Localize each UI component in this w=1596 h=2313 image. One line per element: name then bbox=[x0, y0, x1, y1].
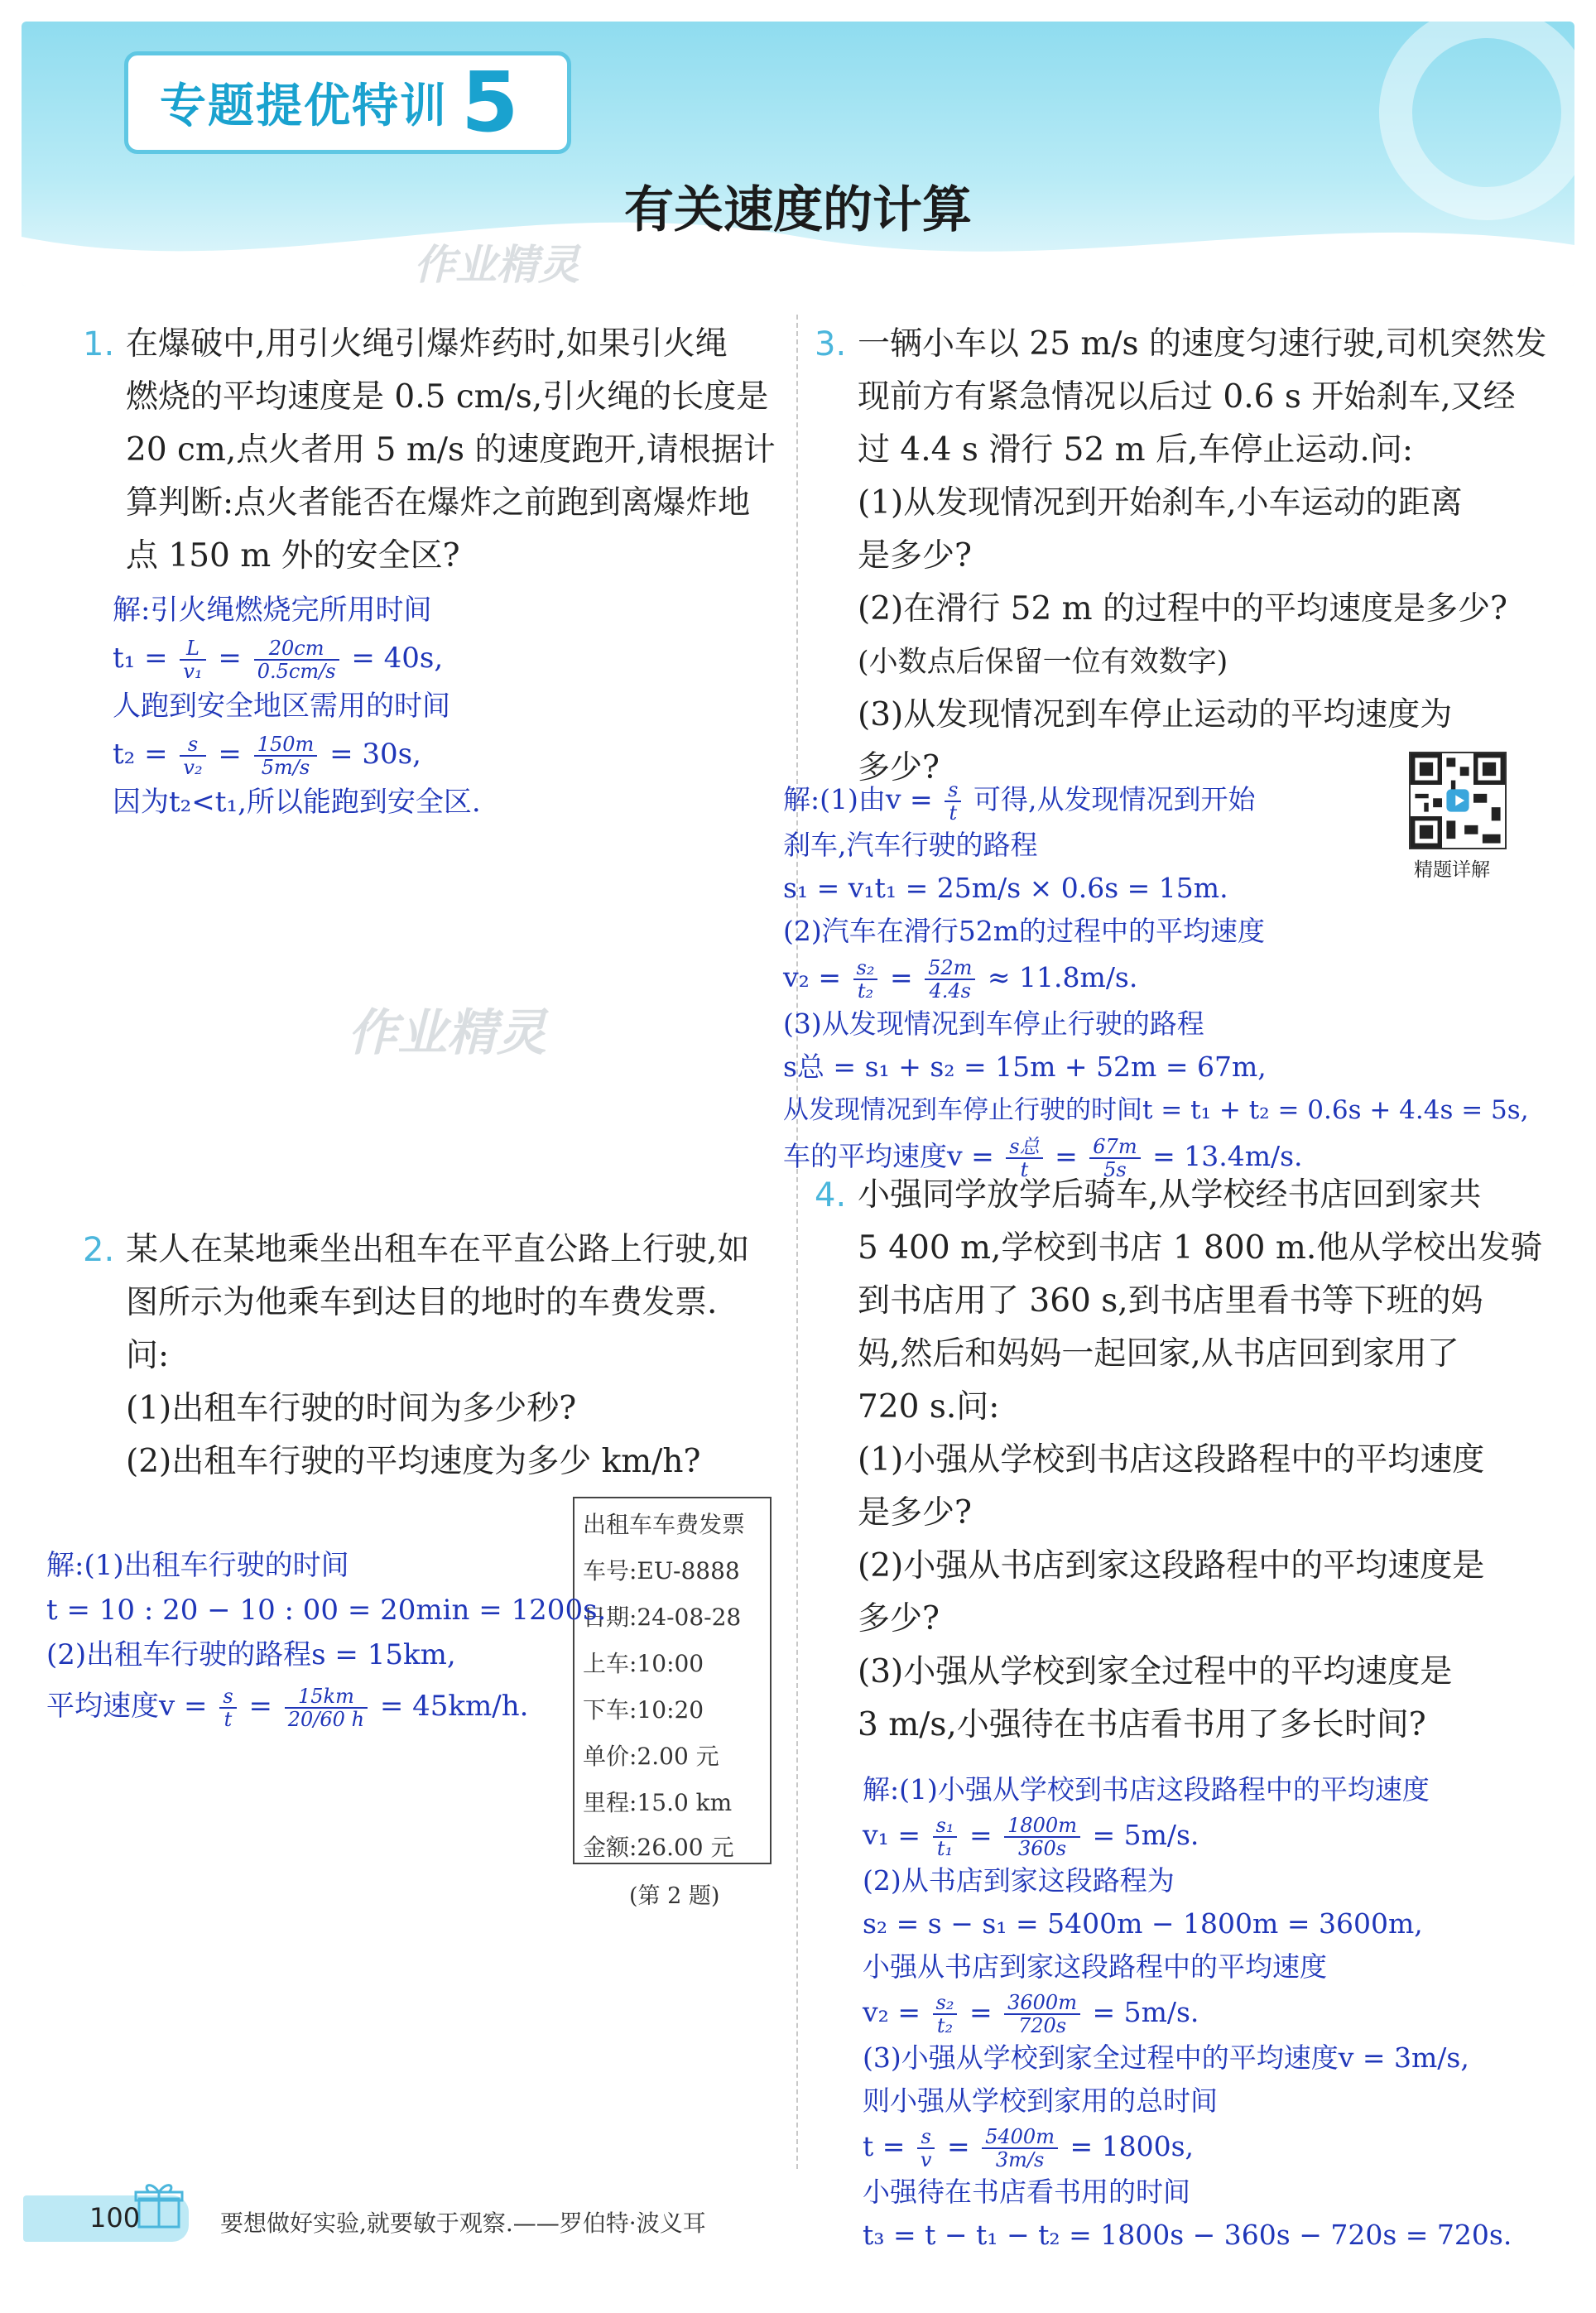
formula-text: t₂ = bbox=[113, 738, 168, 771]
question-line: (3)小强从学校到家全过程中的平均速度是 bbox=[858, 1653, 1453, 1690]
question-number: 1. bbox=[83, 325, 115, 363]
formula-text: = bbox=[889, 961, 913, 993]
receipt-amount: 金额:26.00 元 bbox=[583, 1834, 734, 1861]
denominator: t bbox=[949, 801, 958, 825]
denominator: 3m/s bbox=[995, 2148, 1045, 2171]
topic-badge bbox=[124, 51, 571, 154]
qr-label: 精题详解 bbox=[1414, 859, 1490, 881]
answer-line: s₂ = s − s₁ = 5400m − 1800m = 3600m, bbox=[863, 1907, 1423, 1940]
question-line: 问: bbox=[126, 1337, 170, 1374]
question-line: 算判断:点火者能否在爆炸之前跑到离爆炸地 bbox=[126, 484, 751, 522]
answer-line: (2)汽车在滑行52m的过程中的平均速度 bbox=[783, 915, 1266, 947]
question-line: 图所示为他乘车到达目的地时的车费发票. bbox=[126, 1284, 718, 1321]
formula-text: = bbox=[969, 1996, 993, 2028]
question-line: 720 s.问: bbox=[858, 1388, 1000, 1426]
answer-line: 刹车,汽车行驶的路程 bbox=[783, 829, 1038, 861]
receipt-alight-time: 下车:10:20 bbox=[583, 1696, 704, 1724]
formula-text: = 1800s, bbox=[1070, 2130, 1195, 2162]
answer-formula bbox=[46, 1677, 606, 1735]
question-line: 某人在某地乘坐出租车在平直公路上行驶,如 bbox=[126, 1231, 750, 1268]
formula-text: = bbox=[1055, 1140, 1078, 1172]
numerator: 150m bbox=[254, 733, 318, 757]
fraction bbox=[933, 1992, 958, 2036]
formula-text: = 45km/h. bbox=[379, 1690, 529, 1723]
badge-number: 5 bbox=[461, 54, 519, 151]
numerator: L bbox=[180, 637, 205, 661]
denominator: v bbox=[920, 2148, 932, 2171]
question-line: (2)在滑行 52 m 的过程中的平均速度是多少? bbox=[858, 590, 1507, 628]
numerator: 67m bbox=[1089, 1136, 1140, 1159]
question-line: 多少? bbox=[858, 1600, 940, 1637]
formula-text: 可得,从发现情况到开始 bbox=[973, 783, 1256, 815]
answer-line: (3)从发现情况到车停止行驶的路程 bbox=[783, 1007, 1204, 1040]
denominator: v₁ bbox=[183, 660, 203, 683]
denominator: 20/60 h bbox=[287, 1708, 365, 1731]
denominator: 360s bbox=[1017, 1837, 1067, 1860]
footer-quote: 要想做好实验,就要敏于观察.——罗伯特·波义耳 bbox=[220, 2210, 706, 2237]
numerator: 3600m bbox=[1004, 1992, 1080, 2015]
answer-2 bbox=[46, 1543, 606, 1735]
question-line: 一辆小车以 25 m/s 的速度匀速行驶,司机突然发 bbox=[858, 325, 1547, 363]
answer-line: (3)小强从学校到家全过程中的平均速度v = 3m/s, bbox=[863, 2041, 1469, 2074]
answer-line: 解:(1)出租车行驶的时间 bbox=[46, 1549, 349, 1582]
watermark-top: 作业精灵 bbox=[414, 241, 579, 289]
answer-line: 小强从书店到家这段路程中的平均速度 bbox=[863, 1950, 1327, 1983]
formula-text: = 30s, bbox=[329, 738, 421, 771]
question-line: 点 150 m 外的安全区? bbox=[126, 537, 460, 575]
answer-line: s₁ = v₁t₁ = 25m/s × 0.6s = 15m. bbox=[783, 872, 1228, 904]
answer-line: 因为t₂<t₁,所以能跑到安全区. bbox=[113, 786, 481, 819]
formula-text: = bbox=[969, 1819, 993, 1851]
question-line: 在爆破中,用引火绳引爆炸药时,如果引火绳 bbox=[126, 325, 728, 363]
receipt-board-time: 上车:10:00 bbox=[583, 1650, 704, 1677]
question-line: 妈,然后和妈妈一起回家,从书店回到家用了 bbox=[858, 1335, 1459, 1373]
formula-text: 解:(1)由v = bbox=[783, 783, 933, 815]
numerator: s总 bbox=[1006, 1136, 1042, 1159]
question-line: (1)出租车行驶的时间为多少秒? bbox=[126, 1390, 577, 1427]
question-line: 过 4.4 s 滑行 52 m 后,车停止运动.问: bbox=[858, 431, 1413, 469]
question-line: (1)从发现情况到开始刹车,小车运动的距离 bbox=[858, 484, 1463, 522]
question-line: 到书店用了 360 s,到书店里看书等下班的妈 bbox=[858, 1282, 1483, 1320]
question-number: 2. bbox=[83, 1231, 115, 1269]
denominator: 720s bbox=[1017, 2014, 1067, 2037]
formula-text: 平均速度v = bbox=[46, 1690, 208, 1723]
fraction bbox=[925, 957, 975, 1002]
fraction bbox=[285, 1685, 368, 1730]
denominator: t₂ bbox=[936, 2014, 954, 2037]
answer-line: 人跑到安全地区需用的时间 bbox=[113, 690, 450, 723]
question-line: 多少? bbox=[858, 749, 940, 786]
fraction bbox=[933, 1815, 958, 1859]
question-line: 小强同学放学后骑车,从学校经书店回到家共 bbox=[858, 1176, 1482, 1214]
numerator: s bbox=[945, 779, 961, 802]
answer-1 bbox=[113, 588, 481, 825]
formula-text: = 13.4m/s. bbox=[1152, 1140, 1303, 1172]
question-line: 现前方有紧急情况以后过 0.6 s 开始刹车,又经 bbox=[858, 378, 1516, 416]
question-line: (小数点后保留一位有效数字) bbox=[858, 646, 1228, 679]
numerator: s₂ bbox=[933, 1992, 958, 2015]
formula-text: = 5m/s. bbox=[1092, 1819, 1199, 1851]
numerator: 1800m bbox=[1004, 1815, 1080, 1838]
fraction bbox=[254, 733, 318, 778]
numerator: 52m bbox=[925, 957, 975, 980]
question-line: (2)小强从书店到家这段路程中的平均速度是 bbox=[858, 1547, 1485, 1584]
fraction bbox=[219, 1685, 236, 1730]
question-line: (2)出租车行驶的平均速度为多少 km/h? bbox=[126, 1443, 701, 1480]
answer-line: 解:(1)小强从学校到书店这段路程中的平均速度 bbox=[863, 1773, 1430, 1806]
answer-line: t = 10 : 20 − 10 : 00 = 20min = 1200s. bbox=[46, 1594, 607, 1627]
question-line: 燃烧的平均速度是 0.5 cm/s,引火绳的长度是 bbox=[126, 378, 769, 416]
answer-line: 则小强从学校到家用的总时间 bbox=[863, 2085, 1218, 2117]
denominator: 0.5cm/s bbox=[257, 660, 336, 683]
answer-line: t₃ = t − t₁ − t₂ = 1800s − 360s − 720s = 720s. bbox=[863, 2219, 1512, 2251]
receipt-unit-price: 单价:2.00 元 bbox=[583, 1743, 719, 1770]
answer-line: 解:引火绳燃烧完所用时间 bbox=[113, 594, 432, 627]
question-line: 是多少? bbox=[858, 537, 972, 575]
answer-3 bbox=[783, 778, 1529, 1181]
question-line: 3 m/s,小强待在书店看书用了多长时间? bbox=[858, 1706, 1426, 1743]
denominator: t bbox=[224, 1708, 233, 1731]
answer-line: s总 = s₁ + s₂ = 15m + 52m = 67m, bbox=[783, 1051, 1267, 1083]
question-1 bbox=[83, 318, 776, 583]
denominator: t bbox=[1020, 1158, 1029, 1181]
fraction bbox=[1004, 1992, 1080, 2036]
fraction bbox=[180, 733, 205, 778]
formula-text: 车的平均速度v = bbox=[783, 1140, 994, 1172]
numerator: 20cm bbox=[254, 637, 339, 661]
formula-text: t₁ = bbox=[113, 642, 168, 675]
question-3 bbox=[815, 318, 1546, 795]
question-line: 20 cm,点火者用 5 m/s 的速度跑开,请根据计 bbox=[126, 431, 776, 469]
question-line: 5 400 m,学校到书店 1 800 m.他从学校出发骑 bbox=[858, 1229, 1543, 1267]
fraction bbox=[945, 779, 961, 824]
answer-formula bbox=[863, 1811, 1512, 1859]
question-line: (3)从发现情况到车停止运动的平均速度为 bbox=[858, 696, 1453, 733]
denominator: 4.4s bbox=[929, 979, 971, 1003]
column-divider bbox=[796, 315, 798, 2169]
answer-line: (2)从书店到家这段路程为 bbox=[863, 1864, 1175, 1897]
numerator: s bbox=[917, 2126, 935, 2149]
receipt-mileage: 里程:15.0 km bbox=[583, 1789, 733, 1816]
numerator: s bbox=[219, 1685, 236, 1709]
answer-formula bbox=[863, 1988, 1512, 2036]
denominator: 5s bbox=[1103, 1158, 1127, 1181]
page-number: 100 bbox=[89, 2202, 141, 2234]
answer-formula bbox=[783, 778, 1529, 824]
formula-text: t = bbox=[863, 2130, 906, 2162]
fraction bbox=[982, 2126, 1058, 2171]
denominator: t₂ bbox=[857, 979, 874, 1003]
question-2 bbox=[83, 1224, 749, 1488]
fraction bbox=[917, 2126, 935, 2171]
receipt-title: 出租车车费发票 bbox=[583, 1511, 746, 1538]
answer-line: (2)出租车行驶的路程s = 15km, bbox=[46, 1638, 456, 1671]
denominator: v₂ bbox=[183, 756, 203, 779]
answer-formula bbox=[863, 2123, 1512, 2171]
numerator: s₂ bbox=[853, 957, 878, 980]
formula-text: = bbox=[218, 738, 242, 771]
question-line: 是多少? bbox=[858, 1494, 972, 1532]
receipt-date: 日期:24-08-28 bbox=[583, 1604, 742, 1631]
formula-text: v₂ = bbox=[783, 961, 842, 993]
fraction bbox=[853, 957, 878, 1002]
formula-text: v₁ = bbox=[863, 1819, 921, 1851]
answer-line: 从发现情况到车停止行驶的时间t = t₁ + t₂ = 0.6s + 4.4s = 5s, bbox=[783, 1095, 1529, 1125]
answer-formula bbox=[113, 632, 481, 684]
numerator: 5400m bbox=[982, 2126, 1058, 2149]
denominator: 5m/s bbox=[261, 756, 310, 779]
numerator: s₁ bbox=[933, 1815, 958, 1838]
question-line: (1)小强从学校到书店这段路程中的平均速度 bbox=[858, 1441, 1485, 1479]
formula-text: v₂ = bbox=[863, 1996, 921, 2028]
formula-text: = bbox=[218, 642, 242, 675]
page-title: 有关速度的计算 bbox=[624, 181, 972, 239]
figure-caption: (第 2 题) bbox=[629, 1883, 720, 1909]
numerator: 15km bbox=[285, 1685, 368, 1709]
answer-4 bbox=[863, 1768, 1512, 2257]
answer-line: 小强待在书店看书用的时间 bbox=[863, 2176, 1190, 2208]
question-number: 4. bbox=[815, 1176, 847, 1214]
badge-text: 专题提优特训 bbox=[160, 79, 448, 133]
question-4 bbox=[815, 1169, 1542, 1752]
question-number: 3. bbox=[815, 325, 847, 363]
formula-text: = bbox=[248, 1690, 272, 1723]
formula-text: = bbox=[946, 2130, 970, 2162]
answer-formula bbox=[783, 953, 1529, 1003]
watermark-middle: 作业精灵 bbox=[348, 1004, 546, 1062]
fraction bbox=[1004, 1815, 1080, 1859]
fraction bbox=[180, 637, 205, 682]
formula-text: ≈ 11.8m/s. bbox=[987, 961, 1138, 993]
receipt-car-number: 车号:EU-8888 bbox=[583, 1557, 740, 1584]
formula-text: = 5m/s. bbox=[1092, 1996, 1199, 2028]
numerator: s bbox=[180, 733, 205, 757]
denominator: t₁ bbox=[936, 1837, 954, 1860]
answer-formula bbox=[113, 729, 481, 780]
formula-text: = 40s, bbox=[351, 642, 444, 675]
fraction bbox=[254, 637, 339, 682]
